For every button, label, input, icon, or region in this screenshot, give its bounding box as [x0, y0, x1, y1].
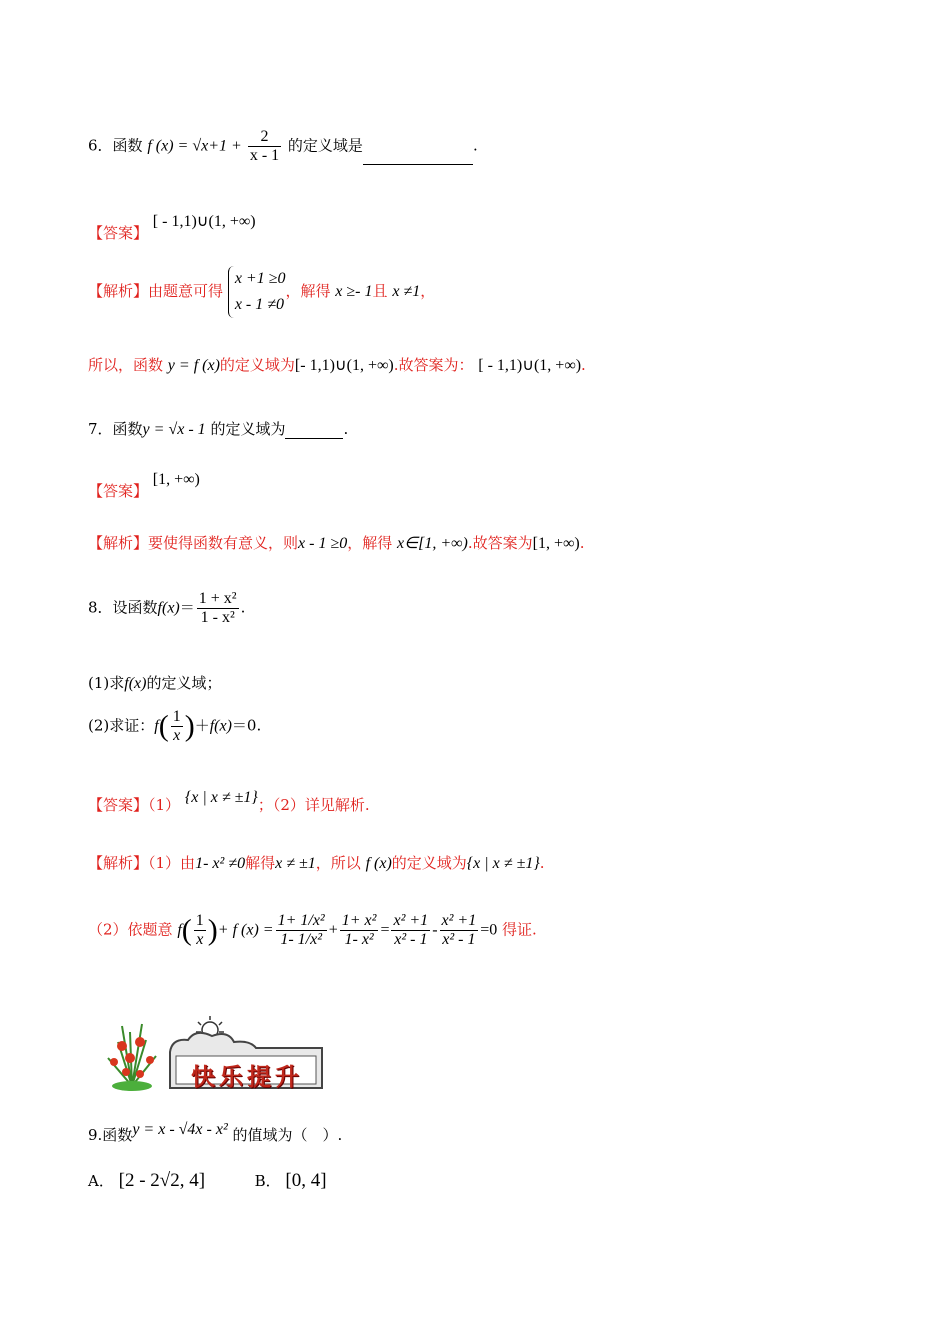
q9-option-a-value: [2 - 2√2, 4] [118, 1170, 206, 1191]
q6-comma: ， [420, 282, 436, 300]
q8-an-sol: x ≠ ±1 [275, 855, 316, 872]
q8-p2-fx: f(x) [209, 717, 232, 735]
q6-analysis [88, 266, 435, 318]
q6-prefix: 6．函数 [88, 136, 143, 155]
answer-tag: 【答案】 [88, 796, 149, 814]
q8-an-d4: x² - 1 [442, 931, 476, 948]
q8-p2-num: 1 [172, 708, 181, 725]
q6-system-line2: x - 1 ≠0 [234, 296, 285, 313]
q8-p2-b: ＋ [194, 716, 210, 735]
q8-p2-paren-close: ) [184, 709, 195, 743]
q7-stem [88, 418, 348, 439]
q8-an-cond: 1- x² ≠0 [195, 855, 246, 872]
q7-answer-blank [285, 420, 343, 439]
q8-frac-den: 1 - x² [200, 609, 235, 626]
q8-part2 [88, 708, 261, 745]
q6-suffix: 的定义域是 [287, 136, 363, 155]
q8-p2-a: (2)求证： [88, 716, 155, 735]
q8-an-minus: - [432, 921, 438, 939]
q7-analysis [88, 532, 585, 553]
q8-stem [88, 590, 245, 627]
q8-an-fx: f (x) [365, 855, 392, 872]
q8-p1-a: (1)求 [88, 674, 125, 692]
q8-an-t5: （2）依题意 [88, 920, 173, 939]
q8-answer-a1: （1） [148, 796, 181, 814]
q7-analysis-end: . [579, 534, 585, 552]
q6-l2-c: .故答案为： [393, 356, 474, 374]
q6-cond2: x ≠1 [392, 283, 421, 300]
analysis-tag: 【解析】 [88, 534, 149, 552]
q6-answer-value: [ - 1,1)∪(1, +∞) [152, 213, 256, 230]
q8-an-d1: 1- 1/x² [280, 931, 322, 948]
q7-func: y = √x - 1 [142, 421, 206, 438]
q8-answer-a2: ；（2）详见解析. [257, 796, 370, 814]
q8-eq: ＝ [179, 598, 195, 617]
q7-prefix: 7．函数 [88, 420, 143, 438]
q6-end: . [472, 136, 478, 155]
q8-an-set: {x | x ≠ ±1} [466, 855, 540, 872]
q8-frac-num: 1 + x² [198, 590, 237, 607]
q8-an-inv-x [194, 912, 206, 949]
analysis-tag: 【解析】 [88, 854, 149, 872]
q8-p1-b: 的定义域； [146, 674, 222, 692]
q8-an-t6: 得证. [502, 920, 537, 939]
q9-func: y = x - √4x - x² [132, 1121, 228, 1138]
q8-an-frac3 [391, 912, 430, 949]
q8-end: . [240, 598, 246, 617]
q8-p2-paren-open: ( [158, 709, 169, 743]
answer-tag: 【答案】 [88, 482, 149, 500]
q8-an-d3: x² - 1 [394, 931, 428, 948]
q8-analysis2 [88, 912, 537, 949]
q6-l2-func: y = f (x) [167, 357, 220, 374]
q8-part1 [88, 672, 221, 693]
q8-an-plus: + [328, 921, 338, 939]
q9-option-b[interactable] [255, 1172, 327, 1190]
q7-analysis-answer: [1, +∞) [532, 535, 580, 552]
q7-answer-value: [1, +∞) [152, 471, 200, 488]
happy-improve-logo [100, 1012, 330, 1092]
q8-p2-den: x [173, 727, 181, 744]
q8-p2-f: f [154, 717, 159, 735]
q6-fraction [248, 128, 281, 165]
q8-an-t1: （1）由 [148, 854, 196, 872]
q6-l2-b: 的定义域为 [219, 356, 295, 374]
q9-option-b-label: B． [254, 1172, 281, 1190]
q8-an-t2: 解得 [245, 854, 276, 872]
q6-frac-num: 2 [248, 128, 281, 147]
q7-solution: x∈[1, +∞) [397, 535, 468, 552]
q8-an-eq: = [380, 921, 390, 939]
q7-answer [88, 468, 200, 500]
q8-answer [88, 789, 370, 815]
q9-prefix: 9.函数 [88, 1126, 133, 1144]
q8-an-inv-num: 1 [195, 912, 204, 929]
q6-l2-answer: [ - 1,1)∪(1, +∞) [478, 357, 582, 374]
q9-option-b-value: [0, 4] [285, 1170, 327, 1191]
q8-an-expr-b: + f (x) = [217, 921, 274, 939]
q9-option-a-label: A． [88, 1172, 114, 1190]
logo-text: 快乐提升 [191, 1063, 303, 1091]
q9-suffix: 的值域为（ ）. [232, 1126, 343, 1144]
q8-analysis1 [88, 852, 545, 873]
q8-an-n2: 1+ x² [341, 912, 377, 929]
q8-an-inv-den: x [196, 931, 204, 948]
q8-an-n4: x² +1 [441, 912, 477, 929]
q8-an-frac2 [340, 912, 379, 949]
q7-end: . [343, 420, 349, 438]
analysis-tag: 【解析】 [88, 282, 149, 300]
q9-stem [88, 1121, 343, 1145]
q8-p2-c: ＝0. [231, 716, 262, 735]
q8-an-t3: ，所以 [315, 854, 361, 872]
q6-l2-a: 所以，函数 [88, 356, 164, 374]
q8-an-paren-open: ( [181, 913, 192, 947]
q8-prefix: 8．设函数 [88, 598, 158, 617]
q8-an-zero: =0 [480, 921, 498, 939]
q6-system-line1: x +1 ≥0 [234, 270, 286, 287]
q8-an-n1: 1+ 1/x² [277, 912, 325, 929]
q8-an-frac4 [440, 912, 479, 949]
q8-p1-fx: f(x) [124, 675, 147, 692]
q7-analysis-text1: 要使得函数有意义，则 [148, 534, 299, 552]
q8-an-paren-close: ) [207, 913, 218, 947]
q7-suffix: 的定义域为 [210, 420, 286, 438]
q8-fraction [197, 590, 239, 627]
q6-stem [88, 128, 478, 165]
q8-an-t4: 的定义域为 [391, 854, 467, 872]
q9-option-a[interactable] [88, 1172, 210, 1190]
q8-answer-set: {x | x ≠ ±1} [184, 789, 258, 806]
q6-l2-domain: [- 1,1)∪(1, +∞) [294, 357, 394, 374]
q8-an-end: . [539, 854, 545, 872]
q8-an-n3: x² +1 [393, 912, 429, 929]
q6-analysis-line2 [88, 354, 586, 375]
q8-an-f: f [177, 921, 182, 939]
q7-analysis-text2: ，解得 [347, 534, 393, 552]
q6-l2-end: . [581, 356, 586, 374]
q8-an-d2: 1- x² [344, 931, 374, 948]
q8-an-frac1 [276, 912, 327, 949]
q6-func: f (x) = √x+1 + [147, 137, 246, 155]
q6-and: 且 [372, 282, 388, 300]
q6-answer-blank [363, 146, 473, 165]
q8-fx: f(x) [157, 599, 180, 617]
answer-tag: 【答案】 [88, 224, 149, 242]
q6-analysis-text2: ，解得 [285, 282, 331, 300]
q8-p2-fraction [171, 708, 183, 745]
q6-cond1: x ≥- 1 [335, 283, 373, 300]
q7-analysis-text3: .故答案为 [467, 534, 533, 552]
q7-cond: x - 1 ≥0 [298, 535, 348, 552]
q9-options [88, 1170, 327, 1192]
q6-answer [88, 210, 256, 242]
q6-analysis-text1: 由题意可得 [148, 282, 224, 300]
q6-frac-den: x - 1 [249, 147, 280, 164]
q6-system-brace [228, 266, 286, 318]
